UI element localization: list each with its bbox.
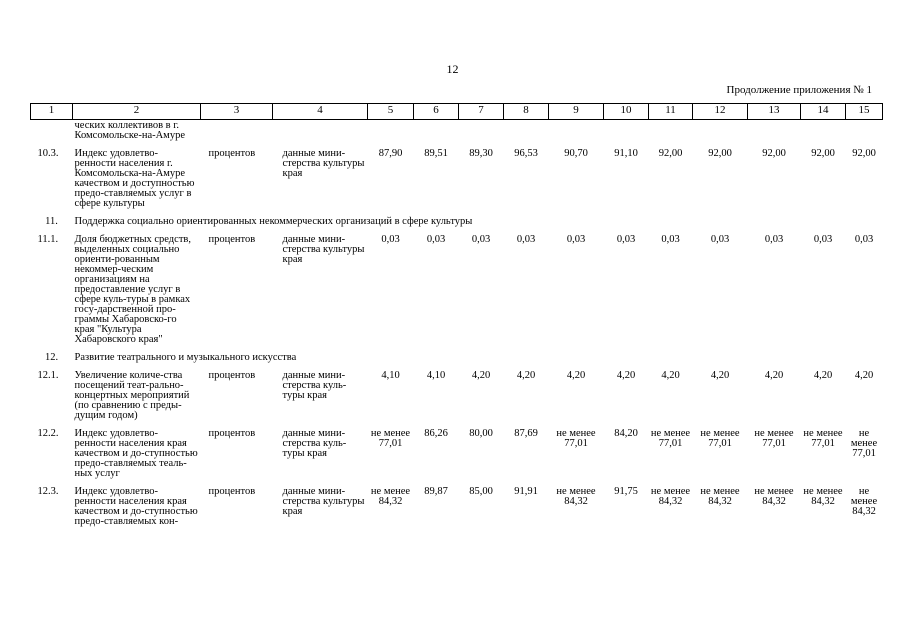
table-row [31, 371, 883, 429]
header-col-7: 7 [459, 104, 504, 120]
continuation-note: Продолжение приложения № 1 [726, 84, 872, 96]
value-cell: 80,00 [469, 428, 493, 439]
value-cell: не менее 84,32 [650, 486, 691, 507]
value-cell: 0,03 [516, 234, 536, 245]
value-cell: 87,90 [378, 148, 403, 159]
value-cell: 91,75 [614, 486, 638, 497]
row-number: 12.2. [37, 428, 59, 439]
value-cell: 4,20 [516, 370, 536, 381]
header-col-15: 15 [846, 104, 883, 120]
header-col-8: 8 [504, 104, 549, 120]
table-row [31, 429, 883, 487]
value-cell: 92,00 [852, 148, 876, 159]
section-row [31, 353, 883, 371]
value-cell: не менее 77,01 [754, 428, 794, 449]
value-cell: не менее 77,01 [803, 428, 843, 449]
header-col-6: 6 [414, 104, 459, 120]
row-number: 11.1. [37, 234, 59, 245]
value-cell: 92,00 [708, 148, 732, 159]
value-cell: 85,00 [469, 486, 493, 497]
source-cell: данные мини-стерства куль-туры края [282, 370, 347, 401]
value-cell [549, 120, 604, 150]
section-number: 11. [45, 216, 58, 227]
header-col-12: 12 [693, 104, 748, 120]
section-number: 12. [44, 352, 59, 363]
source-cell: данные мини-стерства культуры края [282, 148, 365, 179]
value-cell: 91,91 [514, 486, 538, 497]
value-cell: 96,53 [514, 148, 538, 159]
value-cell: 0,03 [566, 234, 586, 245]
value-cell: 4,10 [381, 370, 400, 381]
row-number: 10.3. [37, 148, 59, 159]
value-cell [801, 120, 846, 150]
indicator-name: Индекс удовлетво-ренности населения края качеством и до-ступностью предо-ставляемых кон- [74, 486, 198, 527]
value-cell: не менее 84,32 [850, 486, 878, 517]
section-title: Поддержка социально ориентированных некоммерческих организаций в сфере культуры [74, 216, 473, 227]
value-cell: 0,03 [764, 234, 784, 245]
unit-cell [201, 120, 273, 150]
value-cell: не менее 77,01 [650, 428, 691, 449]
value-cell [748, 120, 801, 150]
value-cell: 89,87 [424, 486, 448, 497]
value-cell: 0,03 [616, 234, 636, 245]
value-cell: 84,20 [614, 428, 638, 439]
value-cell [846, 120, 883, 150]
header-col-4: 4 [273, 104, 368, 120]
unit-cell: процентов [208, 428, 256, 439]
source-cell: данные мини-стерства культуры края [282, 486, 365, 517]
unit-cell: процентов [208, 148, 256, 159]
value-cell [459, 120, 504, 150]
row-number [31, 120, 73, 150]
value-cell: 86,26 [424, 428, 448, 439]
source-cell [273, 120, 368, 150]
value-cell: 4,20 [566, 370, 586, 381]
source-cell: данные мини-стерства куль-туры края [282, 428, 347, 459]
value-cell: 0,03 [854, 234, 874, 245]
header-col-5: 5 [368, 104, 414, 120]
header-col-1: 1 [31, 104, 73, 120]
indicators-table [30, 103, 883, 535]
value-cell: не менее 84,32 [803, 486, 843, 507]
value-cell: 92,00 [811, 148, 835, 159]
indicator-name: Индекс удовлетво-ренности населения г. Комсомольска-на-Амуре качеством и доступностью предо-ставляемых услуг в сфере культуры [74, 148, 195, 209]
row-number: 12.1. [37, 370, 59, 381]
value-cell: 89,30 [469, 148, 493, 159]
value-cell: не менее 77,01 [556, 428, 596, 449]
header-col-9: 9 [549, 104, 604, 120]
value-cell: не менее 84,32 [556, 486, 596, 507]
value-cell [604, 120, 649, 150]
value-cell: 92,00 [658, 148, 683, 159]
row-number: 12.3. [37, 486, 59, 497]
value-cell: 4,20 [854, 370, 874, 381]
header-col-10: 10 [604, 104, 649, 120]
value-cell: 4,20 [764, 370, 784, 381]
table-body [31, 120, 883, 536]
header-col-11: 11 [649, 104, 693, 120]
value-cell [649, 120, 693, 150]
column-number-header [31, 104, 883, 120]
table-row [31, 149, 883, 217]
section-row [31, 217, 883, 235]
indicator-name: Увеличение количе-ства посещений теат-рально-концертных мероприятий (по сравнению с преды-дущим годом) [74, 370, 190, 421]
indicator-name: ческих коллективов в г. Комсомольске-на-Амуре [74, 120, 185, 141]
header-col-14: 14 [801, 104, 846, 120]
value-cell: 4,20 [710, 370, 730, 381]
value-cell: 90,70 [564, 148, 588, 159]
value-cell: 0,03 [381, 234, 400, 245]
indicators-table-wrapper [30, 103, 883, 535]
value-cell: 92,00 [762, 148, 786, 159]
value-cell: не менее 84,32 [370, 486, 411, 507]
unit-cell: процентов [208, 370, 256, 381]
indicator-name: Индекс удовлетво-ренности населения края качеством и до-ступностью предо-ставляемых теаль-ных услуг [74, 428, 198, 479]
value-cell: не менее 84,32 [700, 486, 740, 507]
header-col-3: 3 [201, 104, 273, 120]
table-row [31, 487, 883, 535]
value-cell: не менее 77,01 [370, 428, 411, 449]
indicator-name: Доля бюджетных средств, выделенных социально ориенти-рованным некоммер-ческим организациям на предоставление услуг в сфере куль-туры в рамках госу-дарственной про-граммы Хабаровско-го края "Культура Хабаровского края" [74, 234, 191, 345]
value-cell: 89,51 [424, 148, 448, 159]
value-cell: 4,20 [661, 370, 680, 381]
source-cell: данные мини-стерства культуры края [282, 234, 365, 265]
value-cell: 0,03 [710, 234, 730, 245]
header-col-13: 13 [748, 104, 801, 120]
value-cell: не менее 84,32 [754, 486, 794, 507]
value-cell [693, 120, 748, 150]
table-row [31, 235, 883, 353]
value-cell: не менее 77,01 [850, 428, 878, 459]
value-cell: 0,03 [813, 234, 833, 245]
value-cell: 4,20 [813, 370, 833, 381]
value-cell [368, 120, 414, 150]
page-number: 12 [446, 62, 459, 76]
unit-cell: процентов [208, 486, 256, 497]
section-title: Развитие театрального и музыкального искусства [74, 352, 297, 363]
value-cell: 87,69 [514, 428, 538, 439]
value-cell [504, 120, 549, 150]
value-cell: 0,03 [471, 234, 491, 245]
value-cell: не менее 77,01 [700, 428, 740, 449]
value-cell: 4,10 [426, 370, 446, 381]
value-cell: 4,20 [616, 370, 636, 381]
value-cell [414, 120, 459, 150]
header-col-2: 2 [73, 104, 201, 120]
value-cell: 0,03 [661, 234, 680, 245]
value-cell: 0,03 [426, 234, 446, 245]
value-cell: 91,10 [614, 148, 638, 159]
unit-cell: процентов [208, 234, 256, 245]
table-row [31, 120, 883, 150]
value-cell: 4,20 [471, 370, 491, 381]
